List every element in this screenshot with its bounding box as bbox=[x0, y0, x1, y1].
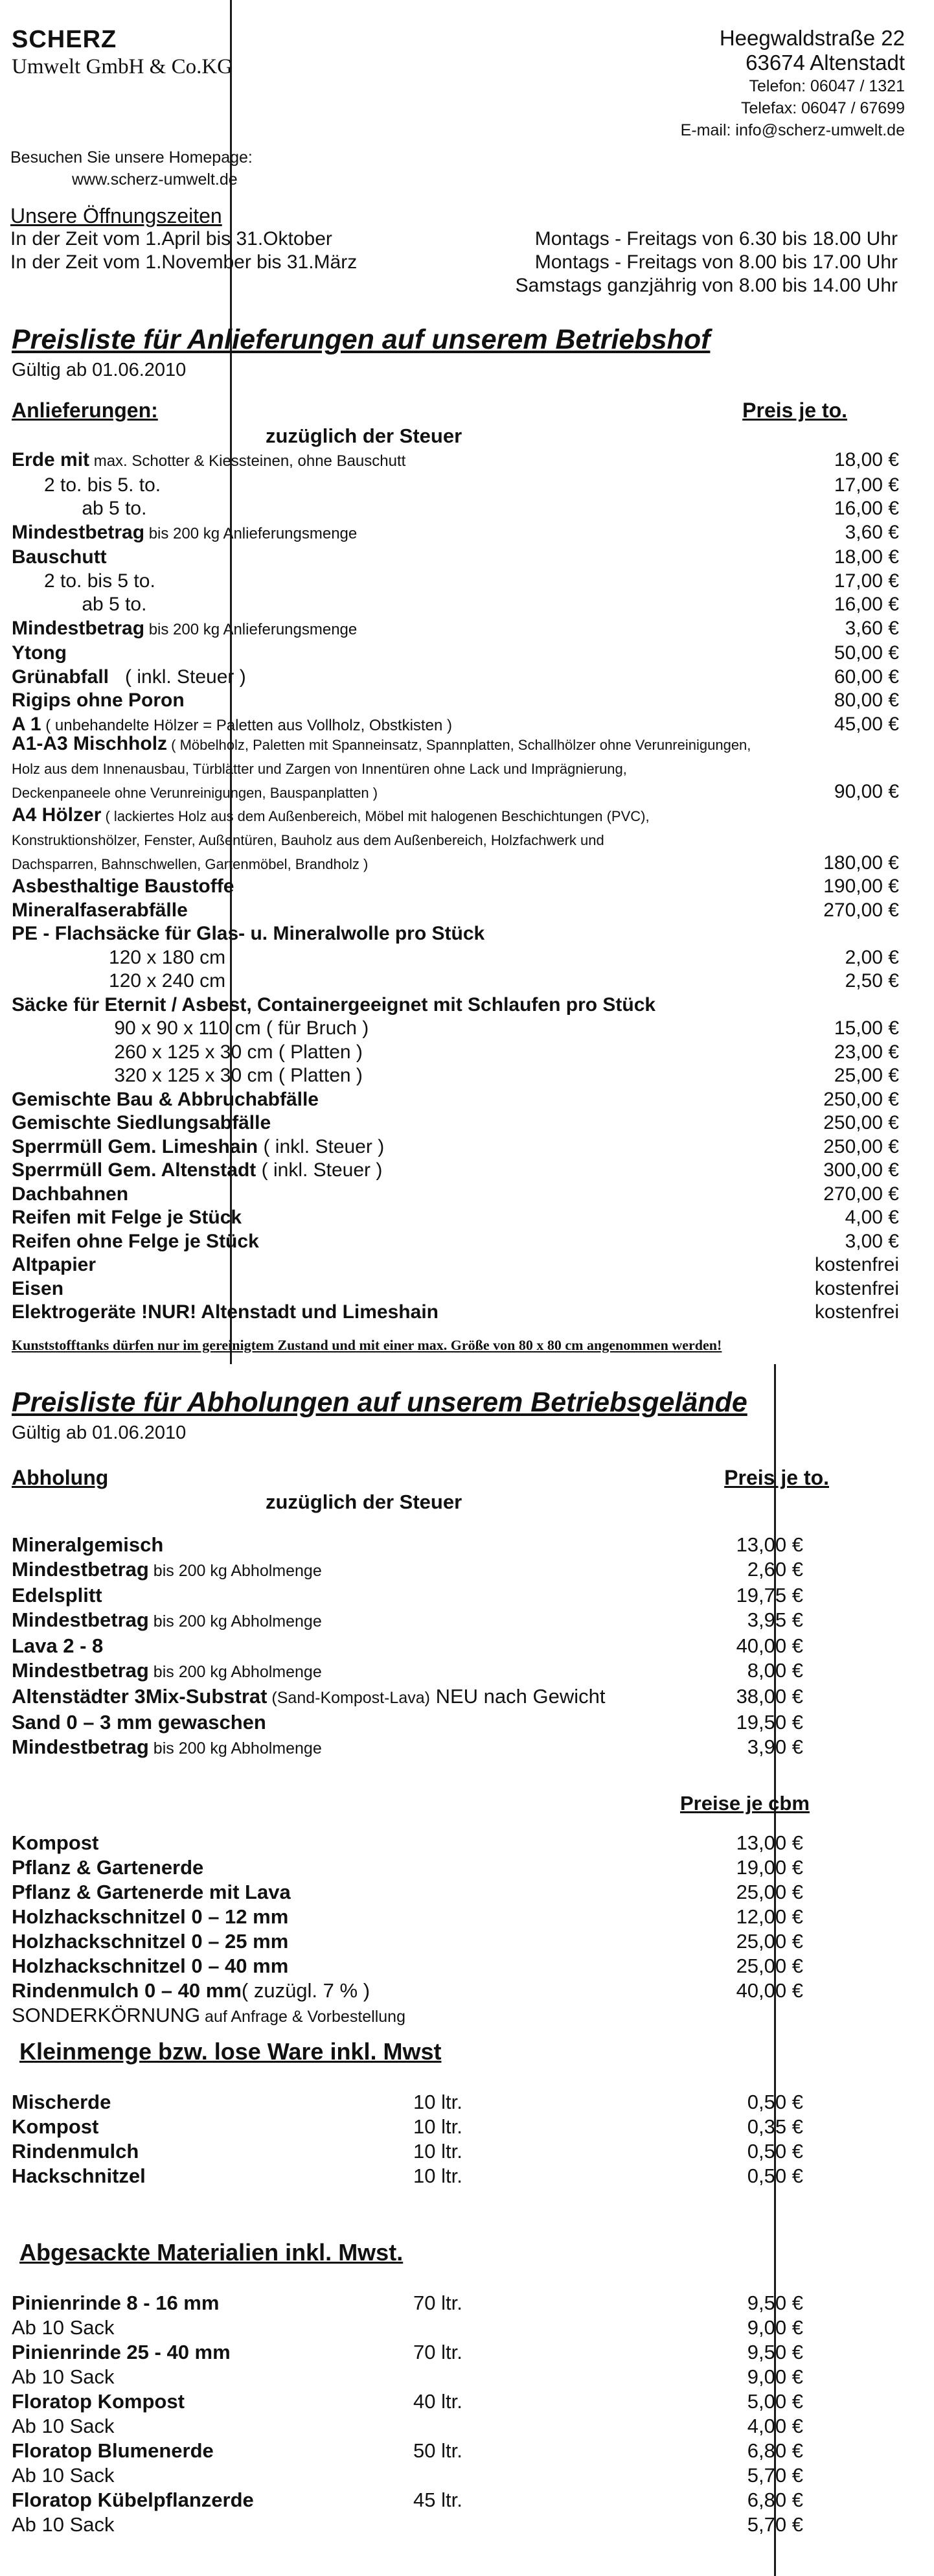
item-text: 260 x 125 x 30 cm ( Platten ) bbox=[12, 1041, 363, 1063]
list-item bbox=[12, 1978, 803, 2003]
hours-times: Samstags ganzjährig von 8.00 bis 14.00 Uhr bbox=[515, 275, 898, 296]
item-detail: bis 200 kg Abholmenge bbox=[148, 1562, 322, 1580]
item-text: Ab 10 Sack bbox=[12, 2513, 115, 2536]
item-price: 9,50 € bbox=[747, 2341, 803, 2363]
list-item bbox=[12, 2488, 803, 2512]
list-item bbox=[12, 2315, 803, 2340]
list-item bbox=[12, 993, 899, 1017]
list-item bbox=[12, 1735, 803, 1761]
item-price: 3,60 € bbox=[845, 521, 899, 543]
item-price: 3,60 € bbox=[845, 617, 899, 639]
item-name: Sand 0 – 3 mm gewaschen bbox=[12, 1711, 266, 1734]
list-item bbox=[12, 546, 899, 570]
item-name: Säcke für Eternit / Asbest, Containergeeignet mit Schlaufen pro Stück bbox=[12, 993, 656, 1015]
item-price: 17,00 € bbox=[834, 474, 899, 496]
item-quantity: 50 ltr. bbox=[413, 2439, 462, 2462]
list-item bbox=[12, 2291, 803, 2315]
item-detail: bis 200 kg Anlieferungsmenge bbox=[144, 620, 358, 638]
item-name: Floratop Blumenerde bbox=[12, 2439, 214, 2462]
list-item bbox=[12, 689, 899, 713]
item-price: 60,00 € bbox=[834, 666, 899, 688]
item-quantity: 45 ltr. bbox=[413, 2489, 462, 2511]
item-price: 2,00 € bbox=[845, 946, 899, 968]
item-price: 0,50 € bbox=[747, 2164, 803, 2187]
item-price: 3,00 € bbox=[845, 1230, 899, 1252]
item-price: 3,95 € bbox=[747, 1608, 803, 1631]
hours-times: Montags - Freitags von 8.00 bis 17.00 Uhr bbox=[534, 251, 898, 273]
item-price: 13,00 € bbox=[736, 1533, 803, 1556]
item-text: ab 5 to. bbox=[12, 498, 147, 519]
item-text: Ab 10 Sack bbox=[12, 2365, 115, 2388]
pickup-tax-note: zuzüglich der Steuer bbox=[266, 1491, 462, 1513]
item-name: Mindestbetrag bbox=[12, 521, 145, 543]
list-item bbox=[12, 732, 899, 756]
item-name: Mindestbetrag bbox=[12, 1659, 149, 1682]
item-name: Rindenmulch bbox=[12, 2140, 139, 2163]
item-text: 2 to. bis 5. to. bbox=[12, 474, 161, 496]
list-item bbox=[12, 617, 899, 642]
item-name: Pflanz & Gartenerde bbox=[12, 1856, 204, 1879]
item-name: A 1 bbox=[12, 713, 41, 735]
street: Heegwaldstraße 22 bbox=[719, 26, 905, 50]
hours-period: In der Zeit vom 1.April bis 31.Oktober bbox=[10, 228, 332, 249]
item-name: Holzhackschnitzel 0 – 40 mm bbox=[12, 1955, 289, 1977]
delivery-title: Preisliste für Anlieferungen auf unserem Betriebshof bbox=[12, 324, 711, 355]
item-price: 9,00 € bbox=[747, 2365, 803, 2388]
opening-hours bbox=[10, 204, 898, 298]
a1a3-text3: Deckenpaneele ohne Verunreinigungen, Bauspanplatten ) bbox=[12, 785, 378, 801]
list-item bbox=[12, 1088, 899, 1112]
item-price: 80,00 € bbox=[834, 690, 899, 711]
tank-note: Kunststofftanks dürfen nur im gereinigtem Zustand und mit einer max. Größe von 80 x 80 cm angenommen werden! bbox=[12, 1337, 722, 1353]
item-price: kostenfrei bbox=[814, 1301, 899, 1323]
list-item bbox=[12, 1041, 899, 1065]
item-name: Reifen ohne Felge je Stück bbox=[12, 1230, 259, 1252]
item-price: 25,00 € bbox=[736, 1881, 803, 1903]
a4-block bbox=[12, 804, 899, 876]
list-item bbox=[12, 828, 899, 852]
list-item bbox=[12, 521, 899, 546]
item-quantity: 70 ltr. bbox=[413, 2292, 462, 2314]
item-text: 120 x 180 cm bbox=[12, 946, 226, 968]
pickup-list bbox=[12, 1533, 803, 1761]
list-item bbox=[12, 1905, 803, 1929]
item-price: 25,00 € bbox=[834, 1065, 899, 1086]
a1a3-text1: ( Möbelholz, Paletten mit Spanneinsatz, Spannplatten, Schallhölzer ohne Verunreinigungen, bbox=[167, 737, 751, 753]
item-price: 19,00 € bbox=[736, 1856, 803, 1879]
item-price: 19,50 € bbox=[736, 1711, 803, 1734]
item-text: Ab 10 Sack bbox=[12, 2464, 115, 2487]
item-price: kostenfrei bbox=[814, 1277, 899, 1299]
list-item bbox=[12, 2164, 803, 2188]
item-quantity: 10 ltr. bbox=[413, 2091, 462, 2113]
item-name: Mindestbetrag bbox=[12, 1608, 149, 1631]
item-detail: (Sand-Kompost-Lava) bbox=[267, 1689, 430, 1707]
list-item bbox=[12, 1880, 803, 1905]
list-item bbox=[12, 1230, 899, 1254]
list-item bbox=[12, 1111, 899, 1135]
item-name: Holzhackschnitzel 0 – 12 mm bbox=[12, 1905, 289, 1928]
homepage-block bbox=[10, 146, 253, 191]
item-name: Rindenmulch 0 – 40 mm bbox=[12, 1979, 242, 2002]
list-item bbox=[12, 2003, 803, 2029]
list-item bbox=[12, 969, 899, 993]
item-price: 16,00 € bbox=[834, 594, 899, 615]
item-price: 250,00 € bbox=[823, 1112, 899, 1133]
list-item bbox=[12, 875, 899, 899]
a4-text3: Dachsparren, Bahnschwellen, Gartenmöbel, Brandholz ) bbox=[12, 856, 369, 872]
list-item bbox=[12, 1583, 803, 1608]
item-quantity: 40 ltr. bbox=[413, 2390, 462, 2413]
delivery-col-right: Preis je to. bbox=[742, 399, 847, 422]
item-name: Floratop Kübelpflanzerde bbox=[12, 2489, 254, 2511]
item-price: 5,70 € bbox=[747, 2464, 803, 2487]
item-name: Mindestbetrag bbox=[12, 1558, 149, 1581]
item-name: Edelsplitt bbox=[12, 1584, 102, 1607]
item-name: Kompost bbox=[12, 2115, 99, 2138]
item-name: Floratop Kompost bbox=[12, 2390, 185, 2413]
item-name: Mischerde bbox=[12, 2091, 111, 2113]
item-text: SONDERKÖRNUNG bbox=[12, 2004, 201, 2026]
item-text: ( inkl. Steuer ) bbox=[258, 1135, 385, 1157]
item-price: 4,00 € bbox=[845, 1207, 899, 1228]
item-price: 5,00 € bbox=[747, 2390, 803, 2413]
fax: Telefax: 06047 / 67699 bbox=[741, 99, 905, 117]
item-text: Ab 10 Sack bbox=[12, 2415, 115, 2437]
address-block bbox=[681, 26, 905, 141]
item-name: Erde mit bbox=[12, 449, 90, 470]
item-price: 40,00 € bbox=[736, 1979, 803, 2002]
item-price: 5,70 € bbox=[747, 2513, 803, 2536]
item-name: Kompost bbox=[12, 1831, 99, 1854]
delivery-list-2 bbox=[12, 875, 899, 1325]
list-item bbox=[12, 2512, 803, 2537]
a1a3-title: A1-A3 Mischholz bbox=[12, 733, 168, 754]
list-item bbox=[12, 1159, 899, 1183]
item-price: 13,00 € bbox=[736, 1831, 803, 1854]
bag-title: Abgesackte Materialien inkl. Mwst. bbox=[19, 2239, 404, 2266]
item-price: kostenfrei bbox=[814, 1254, 899, 1275]
a4-text2: Konstruktionshölzer, Fenster, Außentüren, Bauholz aus dem Außenbereich, Holzfachwerk und bbox=[12, 832, 604, 848]
item-name: Eisen bbox=[12, 1277, 64, 1299]
delivery-column-header bbox=[12, 399, 847, 423]
item-name: Bauschutt bbox=[12, 546, 107, 568]
pickup-valid: Gültig ab 01.06.2010 bbox=[12, 1422, 187, 1443]
hours-row bbox=[10, 228, 898, 251]
item-price: 6,80 € bbox=[747, 2439, 803, 2462]
item-price: 250,00 € bbox=[823, 1135, 899, 1157]
list-item bbox=[12, 2414, 803, 2439]
pickup-title: Preisliste für Abholungen auf unserem Betriebsgelände bbox=[12, 1387, 747, 1418]
item-name: Mineralgemisch bbox=[12, 1533, 164, 1556]
list-item bbox=[12, 666, 899, 690]
item-detail: bis 200 kg Abholmenge bbox=[148, 1612, 322, 1630]
list-item bbox=[12, 1831, 803, 1855]
item-name: Gemischte Siedlungsabfälle bbox=[12, 1112, 271, 1133]
a1a3-price: 90,00 € bbox=[834, 781, 899, 802]
homepage-url: www.scherz-umwelt.de bbox=[72, 170, 238, 189]
item-price: 45,00 € bbox=[834, 713, 899, 735]
item-price: 0,50 € bbox=[747, 2091, 803, 2113]
small-list bbox=[12, 2090, 803, 2188]
item-name: Holzhackschnitzel 0 – 25 mm bbox=[12, 1930, 289, 1953]
item-price: 18,00 € bbox=[834, 449, 899, 470]
item-name: Mindestbetrag bbox=[12, 617, 145, 639]
item-detail: auf Anfrage & Vorbestellung bbox=[200, 2008, 405, 2026]
list-item bbox=[12, 1277, 899, 1301]
item-text: ( inkl. Steuer ) bbox=[256, 1159, 383, 1181]
a4-price: 180,00 € bbox=[823, 852, 899, 874]
homepage-label: Besuchen Sie unsere Homepage: bbox=[10, 148, 253, 167]
item-text: 2 to. bis 5 to. bbox=[12, 570, 155, 592]
list-item bbox=[12, 1954, 803, 1978]
item-name: Mindestbetrag bbox=[12, 1735, 149, 1758]
pickup-col-right: Preis je to. bbox=[724, 1466, 829, 1489]
list-item bbox=[12, 2463, 803, 2488]
pickup-col-left: Abholung bbox=[12, 1466, 109, 1489]
item-detail: bis 200 kg Abholmenge bbox=[148, 1739, 322, 1758]
list-item bbox=[12, 1253, 899, 1277]
list-item bbox=[12, 448, 899, 474]
item-name: Pinienrinde 25 - 40 mm bbox=[12, 2341, 231, 2363]
list-item bbox=[12, 1608, 803, 1634]
item-quantity: 10 ltr. bbox=[413, 2140, 462, 2163]
item-quantity: 10 ltr. bbox=[413, 2115, 462, 2138]
list-item bbox=[12, 1658, 803, 1684]
email: E-mail: info@scherz-umwelt.de bbox=[680, 121, 905, 139]
item-price: 270,00 € bbox=[823, 899, 899, 921]
item-name: PE - Flachsäcke für Glas- u. Mineralwolle pro Stück bbox=[12, 923, 485, 944]
item-name: Sperrmüll Gem. Altenstadt bbox=[12, 1159, 256, 1181]
list-item bbox=[12, 1929, 803, 1954]
hours-times: Montags - Freitags von 6.30 bis 18.00 Uhr bbox=[534, 228, 898, 249]
small-title: Kleinmenge bzw. lose Ware inkl. Mwst bbox=[19, 2038, 442, 2065]
item-price: 2,50 € bbox=[845, 970, 899, 992]
cbm-header: Preise je cbm bbox=[680, 1792, 810, 1815]
delivery-valid: Gültig ab 01.06.2010 bbox=[12, 360, 187, 380]
item-price: 25,00 € bbox=[736, 1930, 803, 1953]
list-item bbox=[12, 1710, 803, 1735]
item-price: 190,00 € bbox=[823, 876, 899, 897]
list-item bbox=[12, 1206, 899, 1230]
list-item bbox=[12, 2090, 803, 2115]
item-name: Sperrmüll Gem. Limeshain bbox=[12, 1135, 258, 1157]
item-name: Pinienrinde 8 - 16 mm bbox=[12, 2292, 220, 2314]
list-item bbox=[12, 780, 899, 804]
item-price: 3,90 € bbox=[747, 1735, 803, 1758]
list-item bbox=[12, 642, 899, 666]
list-item bbox=[12, 1183, 899, 1207]
item-text: 320 x 125 x 30 cm ( Platten ) bbox=[12, 1065, 363, 1086]
item-name: Rigips ohne Poron bbox=[12, 690, 185, 711]
item-name: Gemischte Bau & Abbruchabfälle bbox=[12, 1088, 319, 1110]
a1a3-block bbox=[12, 732, 899, 804]
item-detail: ( unbehandelte Hölzer = Paletten aus Vollholz, Obstkisten ) bbox=[41, 716, 452, 734]
item-text: ( zuzügl. 7 % ) bbox=[241, 1979, 370, 2002]
list-item bbox=[12, 1301, 899, 1325]
item-price: 6,80 € bbox=[747, 2489, 803, 2511]
list-item bbox=[12, 899, 899, 923]
item-price: 0,50 € bbox=[747, 2140, 803, 2163]
item-name: Altpapier bbox=[12, 1254, 97, 1275]
item-name: Pflanz & Gartenerde mit Lava bbox=[12, 1881, 291, 1903]
item-text: ( inkl. Steuer ) bbox=[109, 666, 246, 688]
item-name: Reifen mit Felge je Stück bbox=[12, 1207, 242, 1228]
item-price: 8,00 € bbox=[747, 1659, 803, 1682]
list-item bbox=[12, 474, 899, 498]
list-item bbox=[12, 946, 899, 970]
item-price: 50,00 € bbox=[834, 642, 899, 664]
item-text: Ab 10 Sack bbox=[12, 2316, 115, 2339]
item-name: Grünabfall bbox=[12, 666, 109, 688]
item-name: Hackschnitzel bbox=[12, 2164, 146, 2187]
hours-period: In der Zeit vom 1.November bis 31.März bbox=[10, 251, 358, 273]
delivery-tax-note: zuzüglich der Steuer bbox=[266, 424, 462, 447]
bag-list bbox=[12, 2291, 803, 2537]
item-detail: bis 200 kg Abholmenge bbox=[148, 1663, 322, 1681]
item-price: 300,00 € bbox=[823, 1159, 899, 1181]
list-item bbox=[12, 2439, 803, 2463]
item-text: 90 x 90 x 110 cm ( für Bruch ) bbox=[12, 1017, 369, 1039]
list-item bbox=[12, 1684, 803, 1710]
list-item bbox=[12, 1557, 803, 1583]
list-item bbox=[12, 497, 899, 521]
item-price: 23,00 € bbox=[834, 1041, 899, 1063]
list-item bbox=[12, 593, 899, 617]
hours-row bbox=[10, 251, 898, 275]
item-price: 18,00 € bbox=[834, 546, 899, 568]
item-text: ab 5 to. bbox=[12, 594, 147, 615]
item-price: 25,00 € bbox=[736, 1955, 803, 1977]
list-item bbox=[12, 1855, 803, 1880]
item-price: 38,00 € bbox=[736, 1685, 803, 1708]
item-price: 4,00 € bbox=[747, 2415, 803, 2437]
item-name: Elektrogeräte !NUR! Altenstadt und Limeshain bbox=[12, 1301, 439, 1323]
list-item bbox=[12, 756, 899, 780]
list-item bbox=[12, 2340, 803, 2365]
item-price: 2,60 € bbox=[747, 1558, 803, 1581]
delivery-col-left: Anlieferungen: bbox=[12, 399, 158, 422]
list-item bbox=[12, 1135, 899, 1159]
list-item bbox=[12, 1064, 899, 1088]
item-price: 12,00 € bbox=[736, 1905, 803, 1928]
item-text: NEU nach Gewicht bbox=[429, 1685, 606, 1708]
cbm-list bbox=[12, 1831, 803, 2029]
item-quantity: 70 ltr. bbox=[413, 2341, 462, 2363]
item-quantity: 10 ltr. bbox=[413, 2164, 462, 2187]
phone: Telefon: 06047 / 1321 bbox=[749, 77, 905, 95]
item-name: Asbesthaltige Baustoffe bbox=[12, 876, 234, 897]
item-price: 17,00 € bbox=[834, 570, 899, 592]
item-name: Lava 2 - 8 bbox=[12, 1634, 104, 1657]
list-item bbox=[12, 852, 899, 876]
hours-row bbox=[10, 275, 898, 298]
a4-text1: ( lackiertes Holz aus dem Außenbereich, Möbel mit halogenen Beschichtungen (PVC), bbox=[101, 808, 650, 824]
item-name: Altenstädter 3Mix-Substrat bbox=[12, 1685, 268, 1708]
item-price: 9,50 € bbox=[747, 2292, 803, 2314]
item-price: 16,00 € bbox=[834, 498, 899, 519]
item-price: 250,00 € bbox=[823, 1088, 899, 1110]
list-item bbox=[12, 804, 899, 828]
list-item bbox=[12, 2365, 803, 2389]
list-item bbox=[12, 1017, 899, 1041]
item-price: 9,00 € bbox=[747, 2316, 803, 2339]
item-price: 270,00 € bbox=[823, 1183, 899, 1205]
list-item bbox=[12, 2389, 803, 2414]
list-item bbox=[12, 922, 899, 946]
item-price: 40,00 € bbox=[736, 1634, 803, 1657]
item-text: 120 x 240 cm bbox=[12, 970, 226, 992]
city: 63674 Altenstadt bbox=[746, 51, 905, 75]
item-detail: bis 200 kg Anlieferungsmenge bbox=[144, 524, 358, 542]
list-item bbox=[12, 1533, 803, 1557]
item-detail: max. Schotter & Kiessteinen, ohne Bauschutt bbox=[89, 452, 406, 470]
list-item bbox=[12, 570, 899, 594]
list-item bbox=[12, 2115, 803, 2139]
item-price: 0,35 € bbox=[747, 2115, 803, 2138]
a4-title: A4 Hölzer bbox=[12, 804, 102, 826]
a1a3-text2: Holz aus dem Innenausbau, Türblätter und Zargen von Innentüren ohne Lack und Imprägnierung, bbox=[12, 761, 627, 777]
company-subtitle: Umwelt GmbH & Co.KG bbox=[12, 55, 233, 78]
list-item bbox=[12, 2139, 803, 2164]
opening-hours-title: Unsere Öffnungszeiten bbox=[10, 204, 222, 227]
list-item bbox=[12, 1634, 803, 1658]
item-name: Mineralfaserabfälle bbox=[12, 899, 188, 921]
item-name: Ytong bbox=[12, 642, 67, 664]
item-price: 19,75 € bbox=[736, 1584, 803, 1607]
company-block bbox=[12, 26, 233, 79]
company-name: SCHERZ bbox=[12, 26, 117, 53]
item-name: Dachbahnen bbox=[12, 1183, 129, 1205]
pickup-column-header bbox=[12, 1466, 829, 1490]
item-price: 15,00 € bbox=[834, 1017, 899, 1039]
delivery-list bbox=[12, 448, 899, 737]
